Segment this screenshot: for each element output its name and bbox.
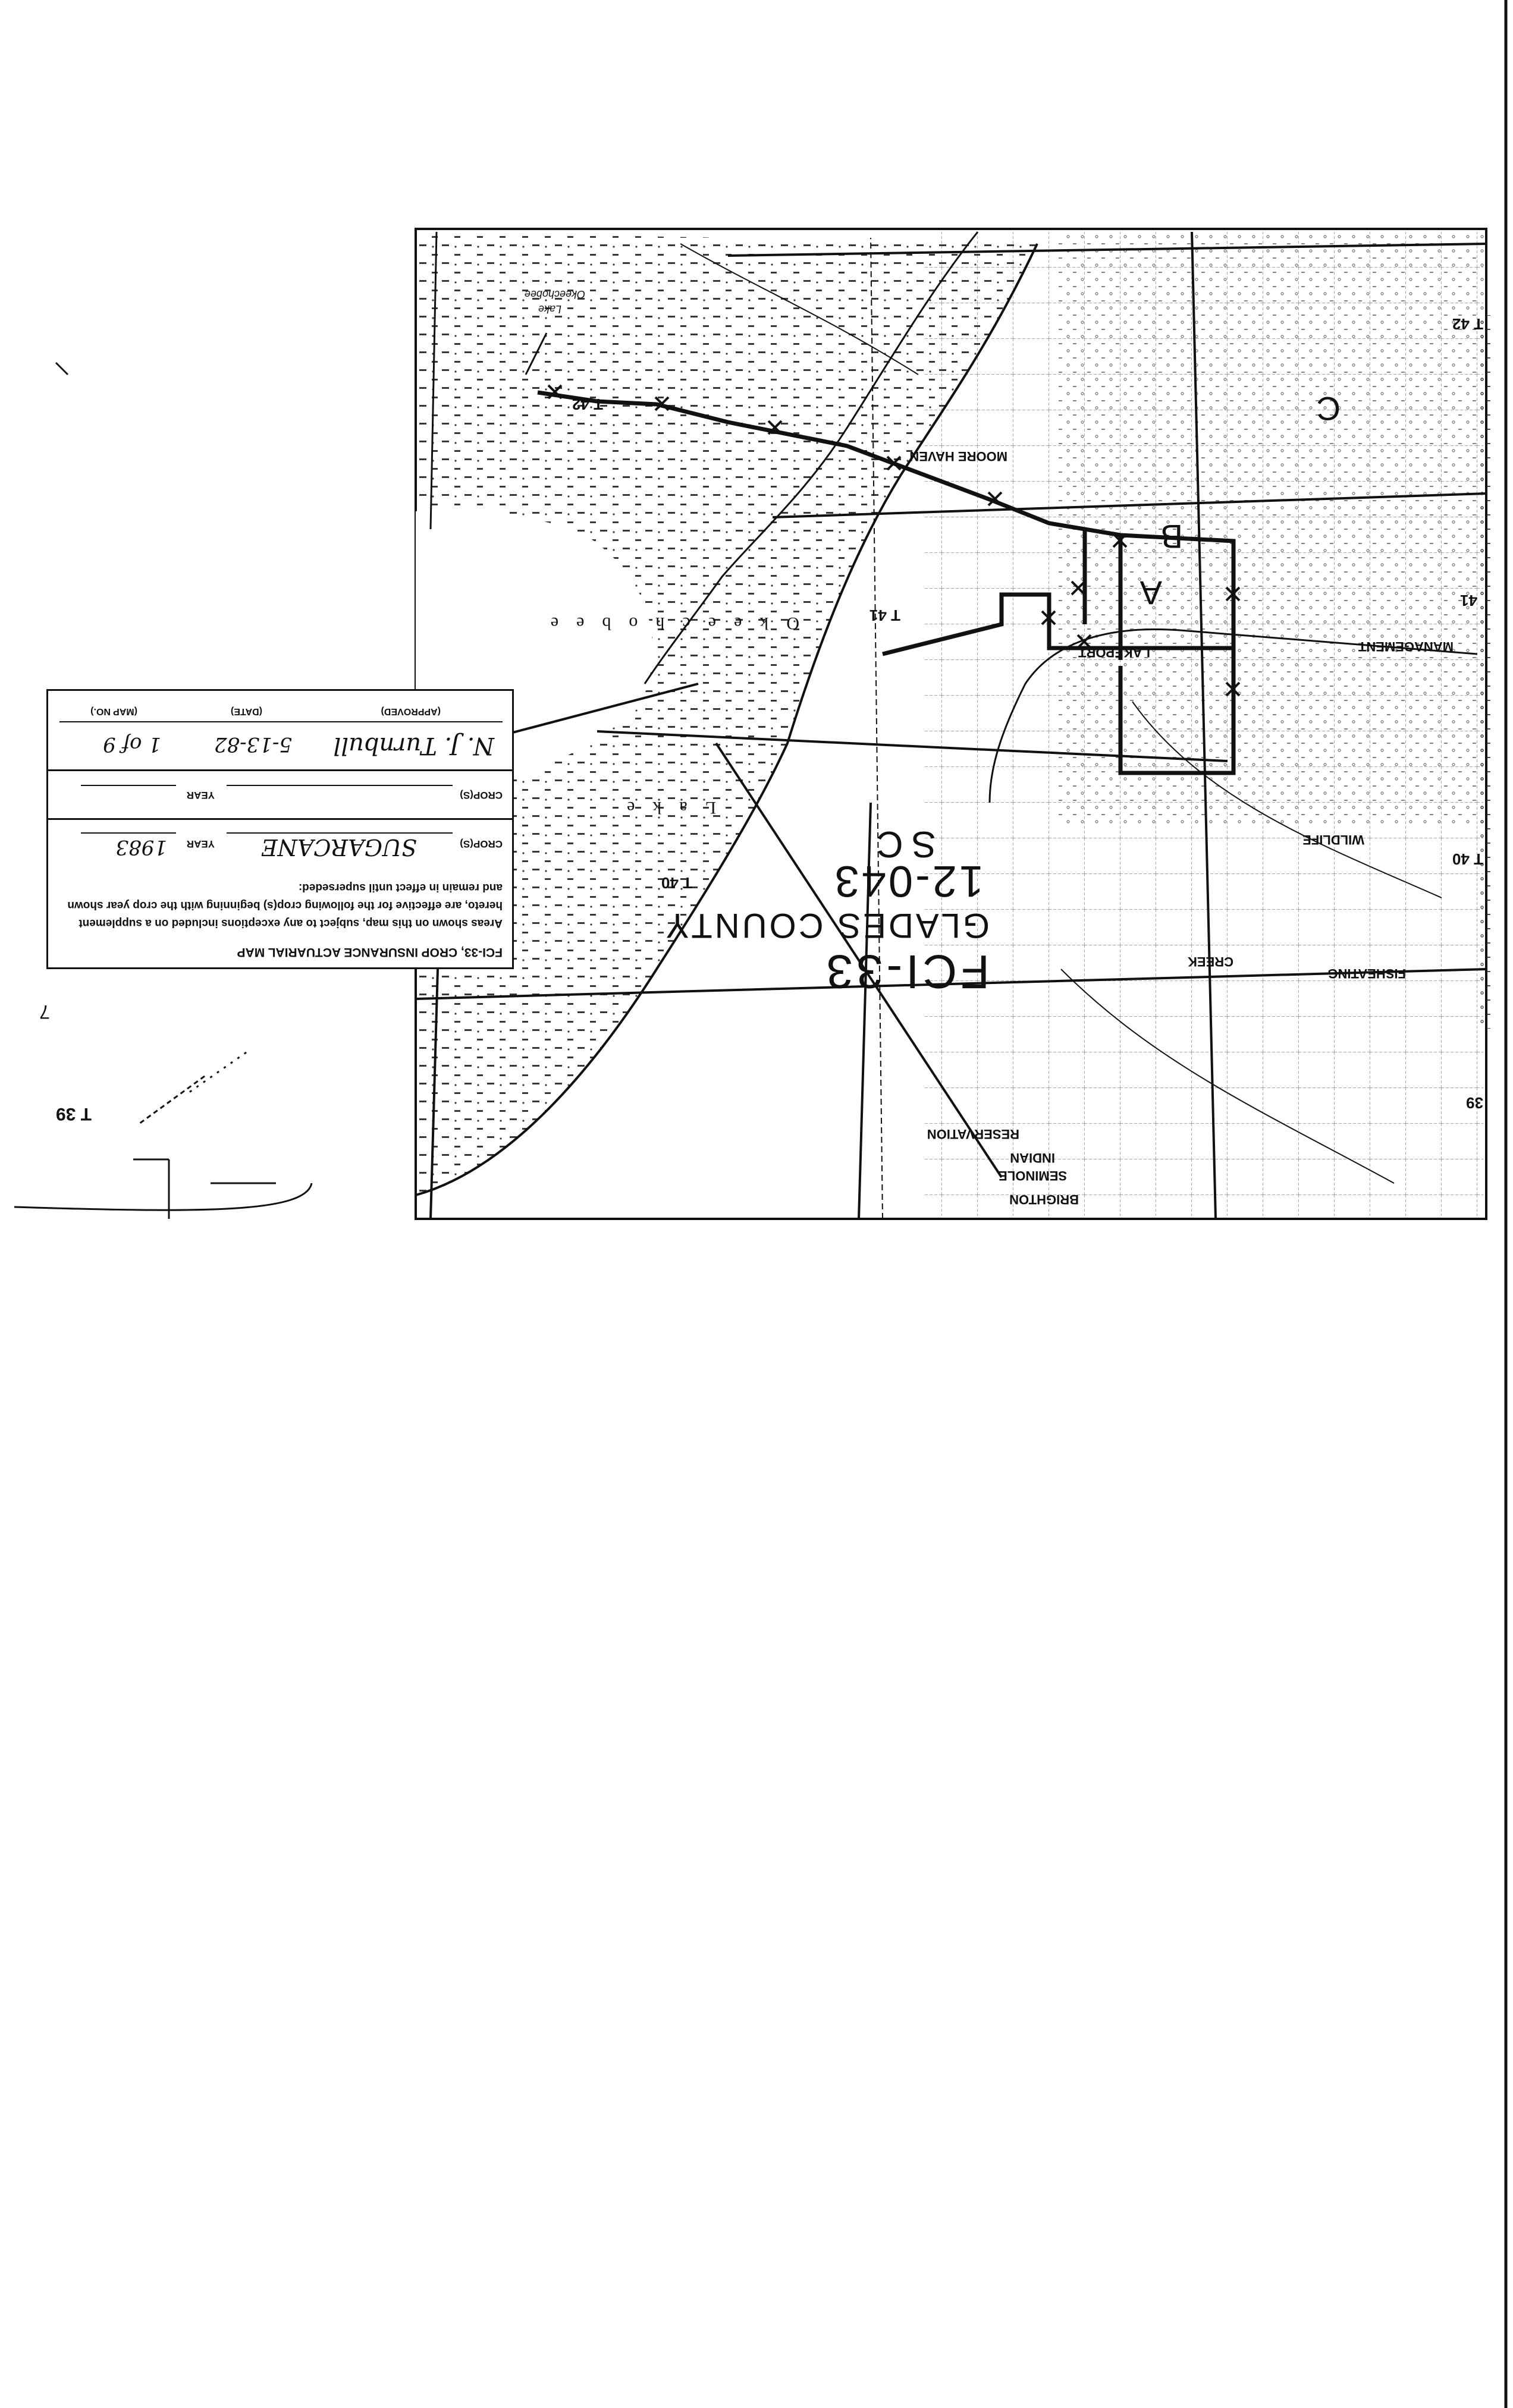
range-41: 41 [1460, 592, 1477, 609]
place-seminole: SEMINOLE [999, 1168, 1067, 1183]
info-box-divider-2 [48, 769, 512, 771]
county-name: GLADES COUNTY [663, 906, 990, 945]
township-t40-edge: T 40 [1452, 850, 1483, 868]
crops-label-1: CROP(S) [460, 838, 503, 850]
place-lakeport: LAKEPORT [1078, 645, 1150, 660]
scan-edge-noise [1479, 315, 1492, 1029]
info-box-divider-1 [48, 818, 512, 820]
info-box-title: FCI-33, CROP INSURANCE ACTUARIAL MAP [237, 945, 503, 959]
crops-value-1: SUGARCANE [261, 834, 417, 860]
actuarial-info-box [46, 689, 514, 969]
crops-underline-1 [227, 832, 453, 834]
township-t42-lake: T 42 [572, 395, 603, 413]
place-wildlife: WILDLIFE [1302, 832, 1364, 847]
page-marker: 7 [39, 1001, 50, 1023]
year-value-1: 1983 [115, 835, 167, 859]
map-number: 1 of 9 [103, 733, 161, 756]
place-brighton: BRIGHTON [1009, 1192, 1079, 1207]
date-label: (DATE) [230, 706, 262, 716]
place-fisheating: FISHEATING [1327, 966, 1406, 981]
year-underline-1 [81, 832, 176, 834]
year-label-1: YEAR [186, 838, 215, 850]
township-t41: T 41 [869, 606, 900, 624]
range-39: 39 [1466, 1094, 1483, 1112]
year-underline-2 [81, 785, 176, 786]
crops-label-2: CROP(S) [460, 790, 503, 801]
area-code: SC [868, 823, 936, 865]
area-label-a: A [1140, 574, 1162, 612]
area-label-b: B [1160, 518, 1183, 555]
lake-label-okeechobee: Okeechobee [532, 614, 799, 633]
info-box-notice: Areas shown on this map, subject to any exceptions included on a supplement hereto, are effective for the following crop(s) beginning with the crop year shown and remain in effect until superseded: [67, 881, 503, 929]
year-label-2: YEAR [186, 790, 215, 801]
map-code: FCI-33 [823, 945, 990, 998]
place-moore-haven: MOORE HAVEN [909, 449, 1007, 464]
crops-underline-2 [227, 785, 453, 786]
inset-lake-label: Lake [538, 303, 561, 315]
place-creek: CREEK [1187, 954, 1233, 969]
place-indian: INDIAN [1010, 1150, 1055, 1165]
approved-signature: N. J. Turnbull [333, 732, 494, 759]
lake-label: Lake [609, 798, 716, 818]
inset-lake-okeechobee-label: Okeechobee [524, 288, 585, 300]
state-county-code: 12-043 [832, 857, 984, 906]
area-label-c: C [1316, 390, 1341, 427]
place-reservation: RESERVATION [927, 1127, 1019, 1142]
township-t40-lake: T 40 [661, 874, 692, 892]
place-management: MANAGEMENT [1358, 639, 1454, 654]
approved-label: (APPROVED) [381, 706, 441, 716]
township-t39: T 39 [55, 1104, 92, 1124]
map-no-label: (MAP NO.) [90, 706, 137, 716]
township-t42-edge: T 42 [1452, 315, 1483, 333]
approved-date: 5-13-82 [214, 733, 292, 756]
signature-underline [59, 721, 503, 722]
